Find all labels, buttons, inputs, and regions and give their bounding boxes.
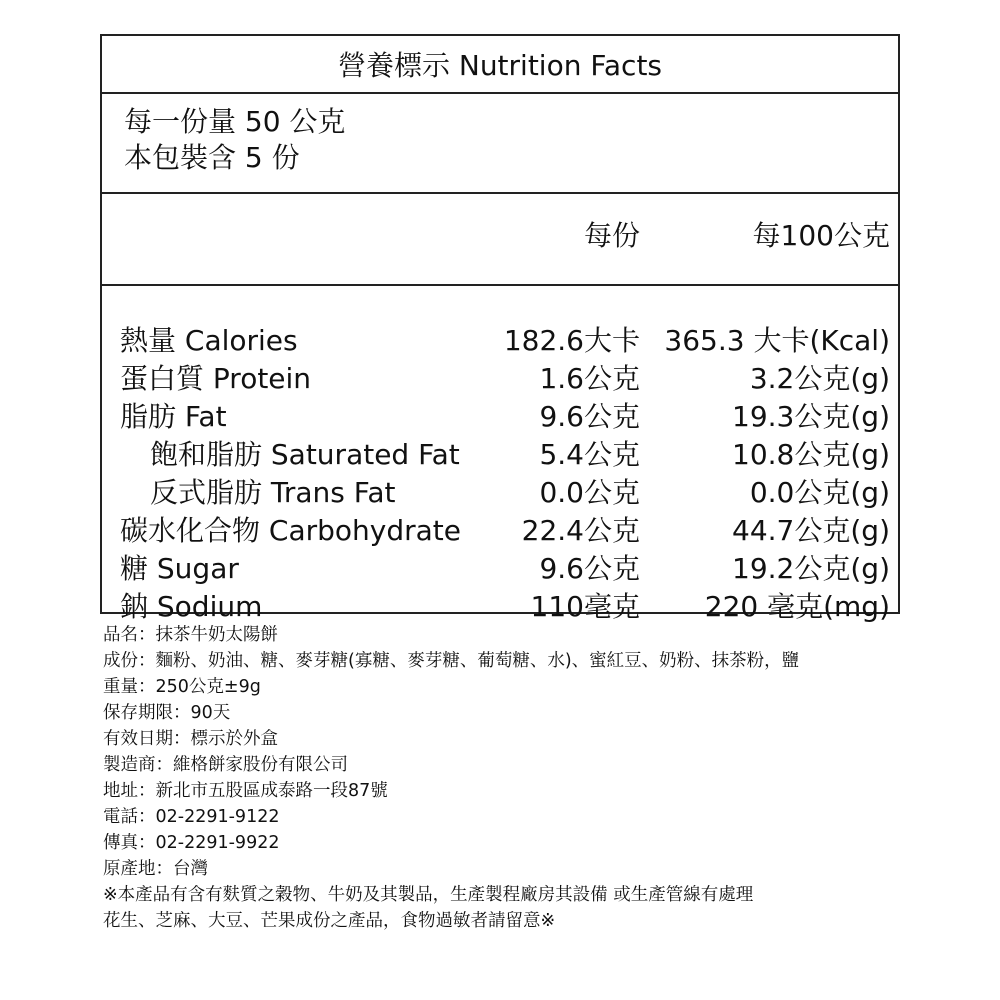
nutrient-per-100g: 3.2公克(g) <box>749 362 890 395</box>
nutrient-row-carbohydrate <box>102 512 898 550</box>
serving-size: 每一份量 50 公克 <box>124 105 346 138</box>
nutrient-name: 脂肪 Fat <box>120 400 227 433</box>
nutrient-per-serving: 9.6公克 <box>539 400 640 433</box>
nutrition-facts-panel <box>100 34 900 623</box>
phone: 電話：02-2291-9122 <box>103 807 280 827</box>
nutrient-per-serving: 182.6大卡 <box>503 324 640 357</box>
origin: 原產地：台灣 <box>103 859 208 879</box>
net-weight: 重量：250公克±9g <box>103 677 261 697</box>
nutrient-row-calories <box>102 322 898 360</box>
nutrient-name: 碳水化合物 Carbohydrate <box>120 514 461 547</box>
nutrition-title: 營養標示 Nutrition Facts <box>337 49 663 82</box>
fax: 傳真：02-2291-9922 <box>103 833 280 853</box>
shelf-life: 保存期限：90天 <box>103 703 231 723</box>
nutrient-row-trans-fat <box>102 474 898 512</box>
product-name: 品名：抹茶牛奶太陽餅 <box>103 625 278 645</box>
nutrition-title-section <box>102 36 898 94</box>
nutrient-per-100g: 365.3 大卡(Kcal) <box>664 324 890 357</box>
nutrient-per-100g: 19.2公克(g) <box>732 552 890 585</box>
manufacturer: 製造商：維格餅家股份有限公司 <box>103 755 348 775</box>
nutrient-per-100g: 10.8公克(g) <box>732 438 890 471</box>
col-per-serving-header: 每份 <box>583 219 640 252</box>
nutrient-per-serving: 9.6公克 <box>539 552 640 585</box>
nutrient-name: 蛋白質 Protein <box>120 362 312 395</box>
nutrient-row-sugar <box>102 550 898 588</box>
serving-info-section <box>102 94 898 194</box>
nutrient-per-100g: 220 毫克(mg) <box>704 590 890 623</box>
column-header-section <box>102 194 898 286</box>
allergen-notice-line-2: 花生、芝麻、大豆、芒果成份之產品，食物過敏者請留意※ <box>103 911 556 931</box>
nutrient-per-serving: 5.4公克 <box>539 438 640 471</box>
nutrient-per-100g: 44.7公克(g) <box>732 514 890 547</box>
servings-per-package: 本包裝含 5 份 <box>124 141 300 174</box>
nutrient-name: 飽和脂肪 Saturated Fat <box>150 438 460 471</box>
ingredients: 成份：麵粉、奶油、糖、麥芽糖(寡糖、麥芽糖、葡萄糖、水)、蜜紅豆、奶粉、抹茶粉，鹽 <box>103 651 800 671</box>
nutrient-per-serving: 22.4公克 <box>521 514 640 547</box>
nutrient-row-saturated-fat <box>102 436 898 474</box>
nutrient-row-sodium <box>102 588 898 626</box>
nutrient-name: 糖 Sugar <box>120 552 239 585</box>
nutrient-per-100g: 19.3公克(g) <box>732 400 890 433</box>
nutrient-row-protein <box>102 360 898 398</box>
nutrient-per-100g: 0.0公克(g) <box>749 476 890 509</box>
address: 地址：新北市五股區成泰路一段87號 <box>103 781 388 801</box>
nutrient-per-serving: 110毫克 <box>530 590 640 623</box>
nutrient-name: 熱量 Calories <box>120 324 298 357</box>
product-info-block <box>103 622 903 934</box>
expiry-date: 有效日期：標示於外盒 <box>103 729 278 749</box>
col-per-100g-header: 每100公克 <box>752 219 890 252</box>
nutrient-rows-section <box>102 286 898 623</box>
nutrient-per-serving: 1.6公克 <box>539 362 640 395</box>
nutrient-name: 反式脂肪 Trans Fat <box>150 476 396 509</box>
nutrient-row-fat <box>102 398 898 436</box>
allergen-notice-line-1: ※本產品有含有麩質之穀物、牛奶及其製品，生產製程廠房其設備 或生產管線有處理 <box>103 885 754 905</box>
nutrient-per-serving: 0.0公克 <box>539 476 640 509</box>
nutrient-name: 鈉 Sodium <box>120 590 263 623</box>
